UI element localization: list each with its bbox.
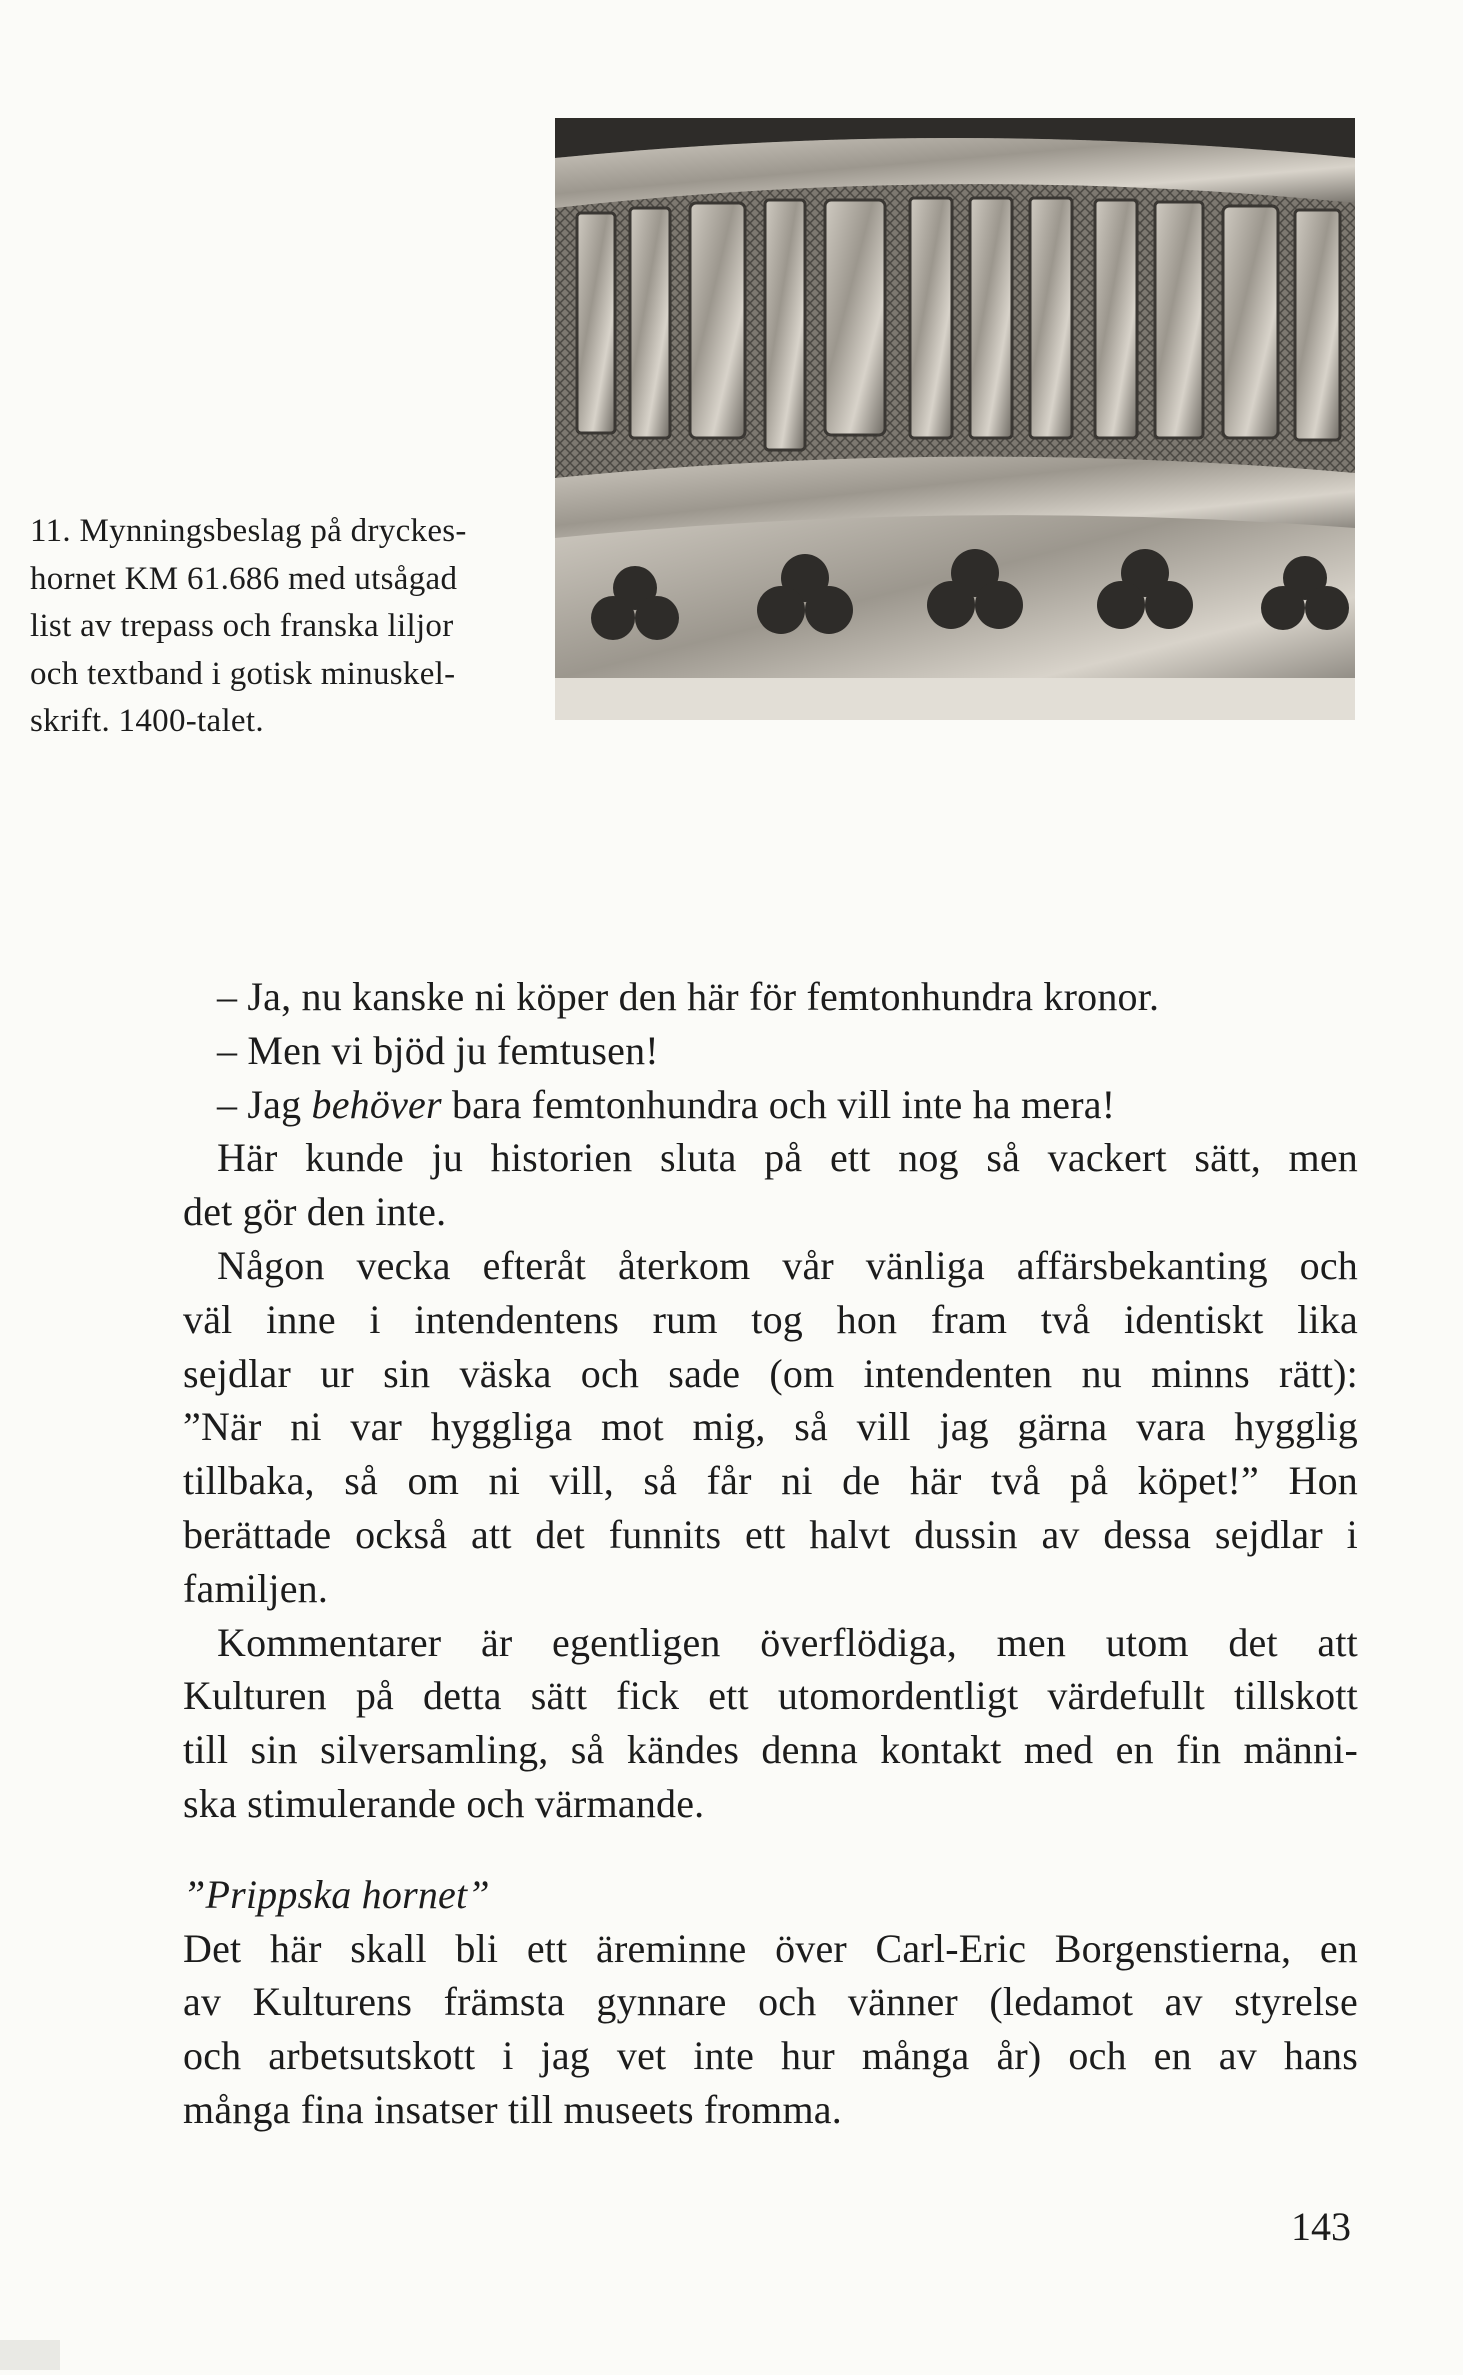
paragraph-line: Någon vecka efteråt återkom vår vänliga affärsbekanting och [217, 1242, 1358, 1288]
caption-line: och textband i gotisk minuskel- [30, 655, 456, 692]
paragraph-line: många fina insatser till museets fromma. [183, 2086, 842, 2132]
paragraph-line: ”När ni var hyggliga mot mig, så vill jag gärna vara hygglig [183, 1404, 1358, 1450]
section-heading: ”Prippska hornet” [183, 1871, 490, 1917]
paragraph-line: det gör den inte. [183, 1189, 447, 1235]
paragraph-line: Kulturen på detta sätt fick ett utomordentligt värdefullt tillskott [183, 1673, 1358, 1719]
paragraph-line: till sin silversamling, så kändes denna kontakt med en fin männi- [183, 1727, 1358, 1773]
dialogue-text: bara femtonhundra och vill inte ha mera! [441, 1081, 1116, 1127]
dialogue-line: – Men vi bjöd ju femtusen! [217, 1027, 659, 1073]
paragraph-line: sejdlar ur sin väska och sade (om intendenten nu minns rätt): [183, 1350, 1358, 1396]
dialogue-text: – Jag [217, 1081, 312, 1127]
paragraph-line: Kommentarer är egentligen överflödiga, men utom det att [217, 1619, 1358, 1665]
paragraph-line: berättade också att det funnits ett halvt dussin av dessa sejdlar i [183, 1511, 1358, 1557]
dialogue-line [183, 1078, 1358, 1132]
emphasis-text: behöver [311, 1081, 442, 1127]
scan-edge [0, 2340, 60, 2370]
caption-line: skrift. 1400-talet. [30, 703, 264, 739]
paragraph-line: familjen. [183, 1565, 329, 1611]
dialogue-line: – Ja, nu kanske ni köper den här för femtonhundra kronor. [217, 974, 1160, 1019]
paragraph-line: Det här skall bli ett äreminne över Carl-Eric Borgenstierna, en [183, 1925, 1358, 1971]
paragraph-line: av Kulturens främsta gynnare och vänner (ledamot av styrelse [183, 1979, 1358, 2025]
paragraph-line: Här kunde ju historien sluta på ett nog så vackert sätt, men [217, 1135, 1358, 1181]
paragraph-line: och arbetsutskott i jag vet inte hur många år) och en av hans [183, 2033, 1358, 2079]
paragraph-line: tillbaka, så om ni vill, så får ni de här två på köpet!” Hon [183, 1458, 1358, 1504]
mouth-mount-photograph [555, 118, 1355, 720]
caption-line: list av trepass och franska liljor [30, 608, 454, 644]
caption-line: 11. Mynningsbeslag på dryckes- [30, 513, 467, 549]
page-number: 143 [1291, 2204, 1351, 2249]
body-text [183, 970, 1358, 2137]
paragraph-line: väl inne i intendentens rum tog hon fram två identiskt lika [183, 1296, 1358, 1342]
figure-caption [30, 508, 530, 746]
caption-line: hornet KM 61.686 med utsågad [30, 560, 458, 597]
section-gap [183, 1831, 1358, 1868]
paragraph-line: ska stimulerande och värmande. [183, 1780, 705, 1826]
